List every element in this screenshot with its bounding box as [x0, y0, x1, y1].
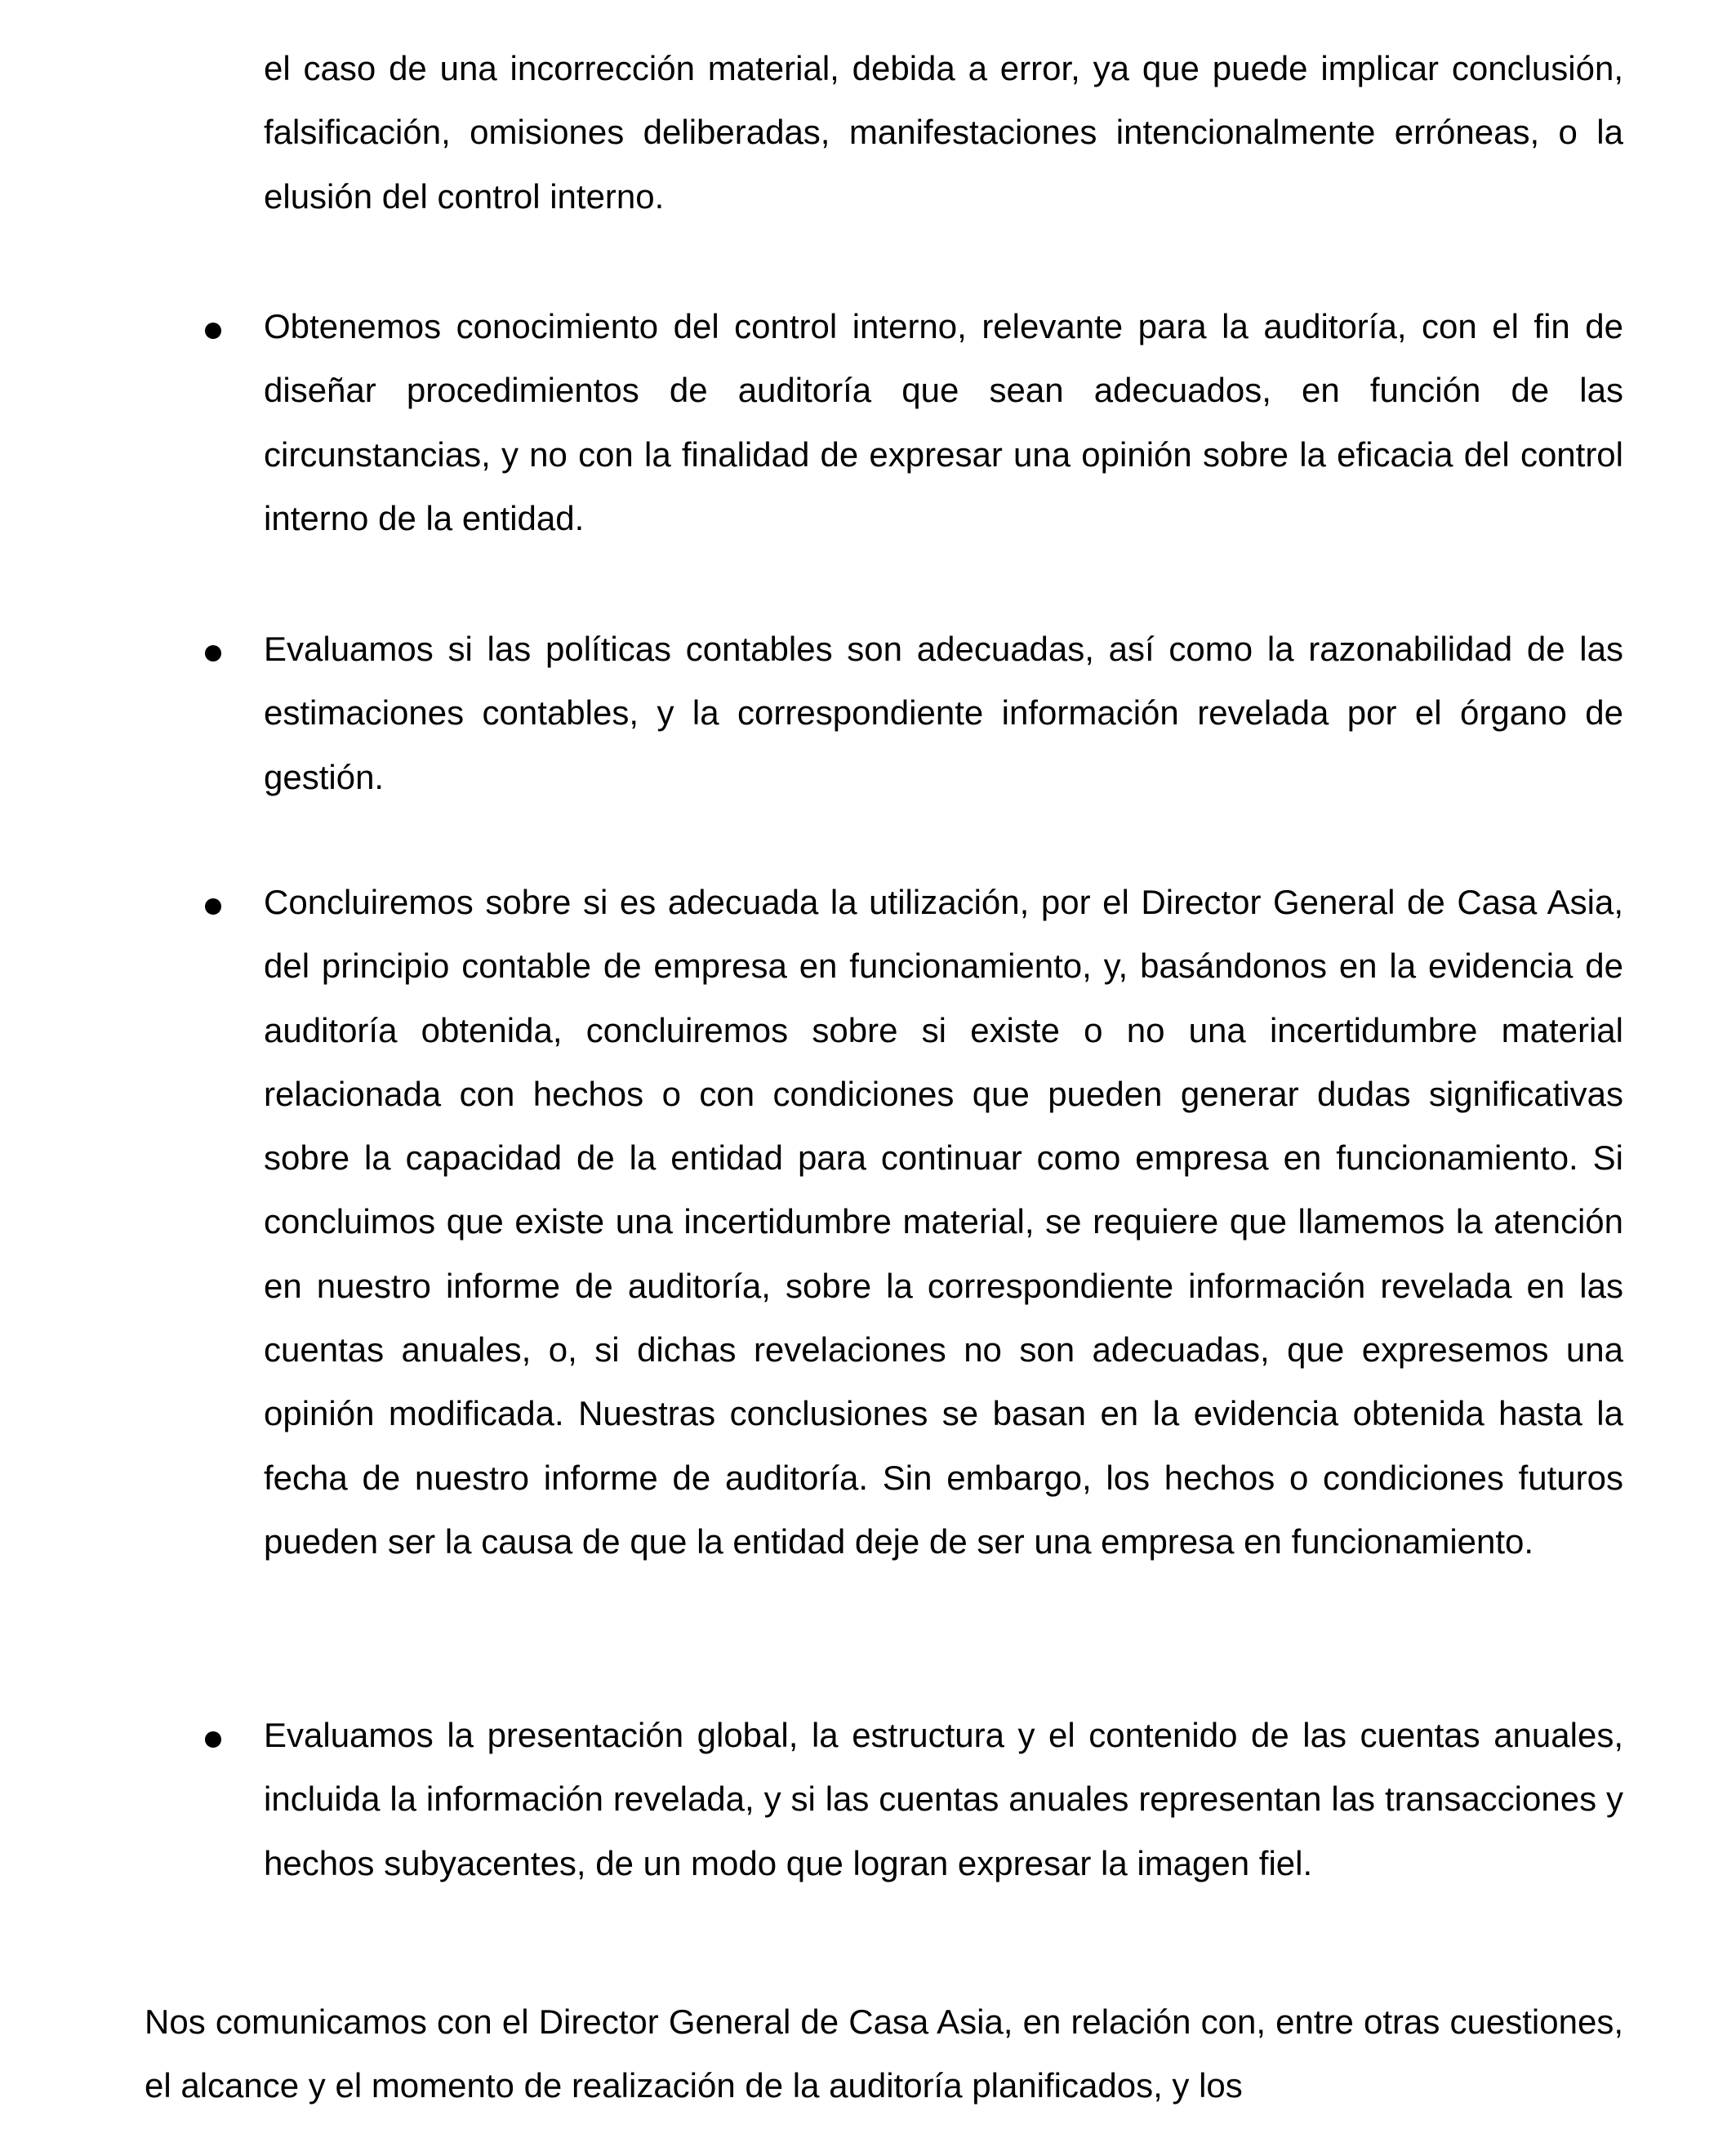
bullet-paragraph-politicas-contables: Evaluamos si las políticas contables son adecuadas, así como la razonabilidad de las estimaciones contables, y la correspondiente información revelada por el órgano de gestión.	[264, 630, 1623, 796]
bullet-paragraph-presentacion-global: Evaluamos la presentación global, la estructura y el contenido de las cuentas anuales, incluida la información revelada, y si las cuentas anuales representan las transacciones y hechos subyacentes, de un modo que logran expresar la imagen fiel.	[264, 1716, 1623, 1882]
bullet-paragraph-empresa-en-funcionamiento: Concluiremos sobre si es adecuada la utilización, por el Director General de Casa Asia, del principio contable de empresa en funcionamiento, y, basándonos en la evidencia de auditoría obtenida, concluiremos sobre si existe o no una incertidumbre material relacionada con hechos o con condiciones que pueden generar dudas significativas sobre la capacidad de la entidad para continuar como empresa en funcionamiento. Si concluimos que existe una incertidumbre material, se requiere que llamemos la atención en nuestro informe de auditoría, sobre la correspondiente información revelada en las cuentas anuales, o, si dichas revelaciones no son adecuadas, que expresemos una opinión modificada. Nuestras conclusiones se basan en la evidencia obtenida hasta la fecha de nuestro informe de auditoría. Sin embargo, los hechos o condiciones futuros pueden ser la causa de que la entidad deje de ser una empresa en funcionamiento.	[264, 883, 1623, 1561]
bullet-marker	[205, 898, 221, 915]
continuation-paragraph: el caso de una incorrección material, debida a error, ya que puede implicar conclusión, falsificación, omisiones deliberadas, manifestaciones intencionalmente erróneas, o la elusión del control interno.	[264, 49, 1623, 216]
bullet-marker	[205, 1731, 221, 1748]
closing-paragraph: Nos comunicamos con el Director General de Casa Asia, en relación con, entre otras cuestiones, el alcance y el momento de realización de la auditoría planificados, y los	[145, 2002, 1623, 2105]
bullet-paragraph-control-interno: Obtenemos conocimiento del control interno, relevante para la auditoría, con el fin de diseñar procedimientos de auditoría que sean adecuados, en función de las circunstancias, y no con la finalidad de expresar una opinión sobre la eficacia del control interno de la entidad.	[264, 307, 1623, 537]
bullet-marker	[205, 645, 221, 662]
bullet-marker	[205, 323, 221, 339]
